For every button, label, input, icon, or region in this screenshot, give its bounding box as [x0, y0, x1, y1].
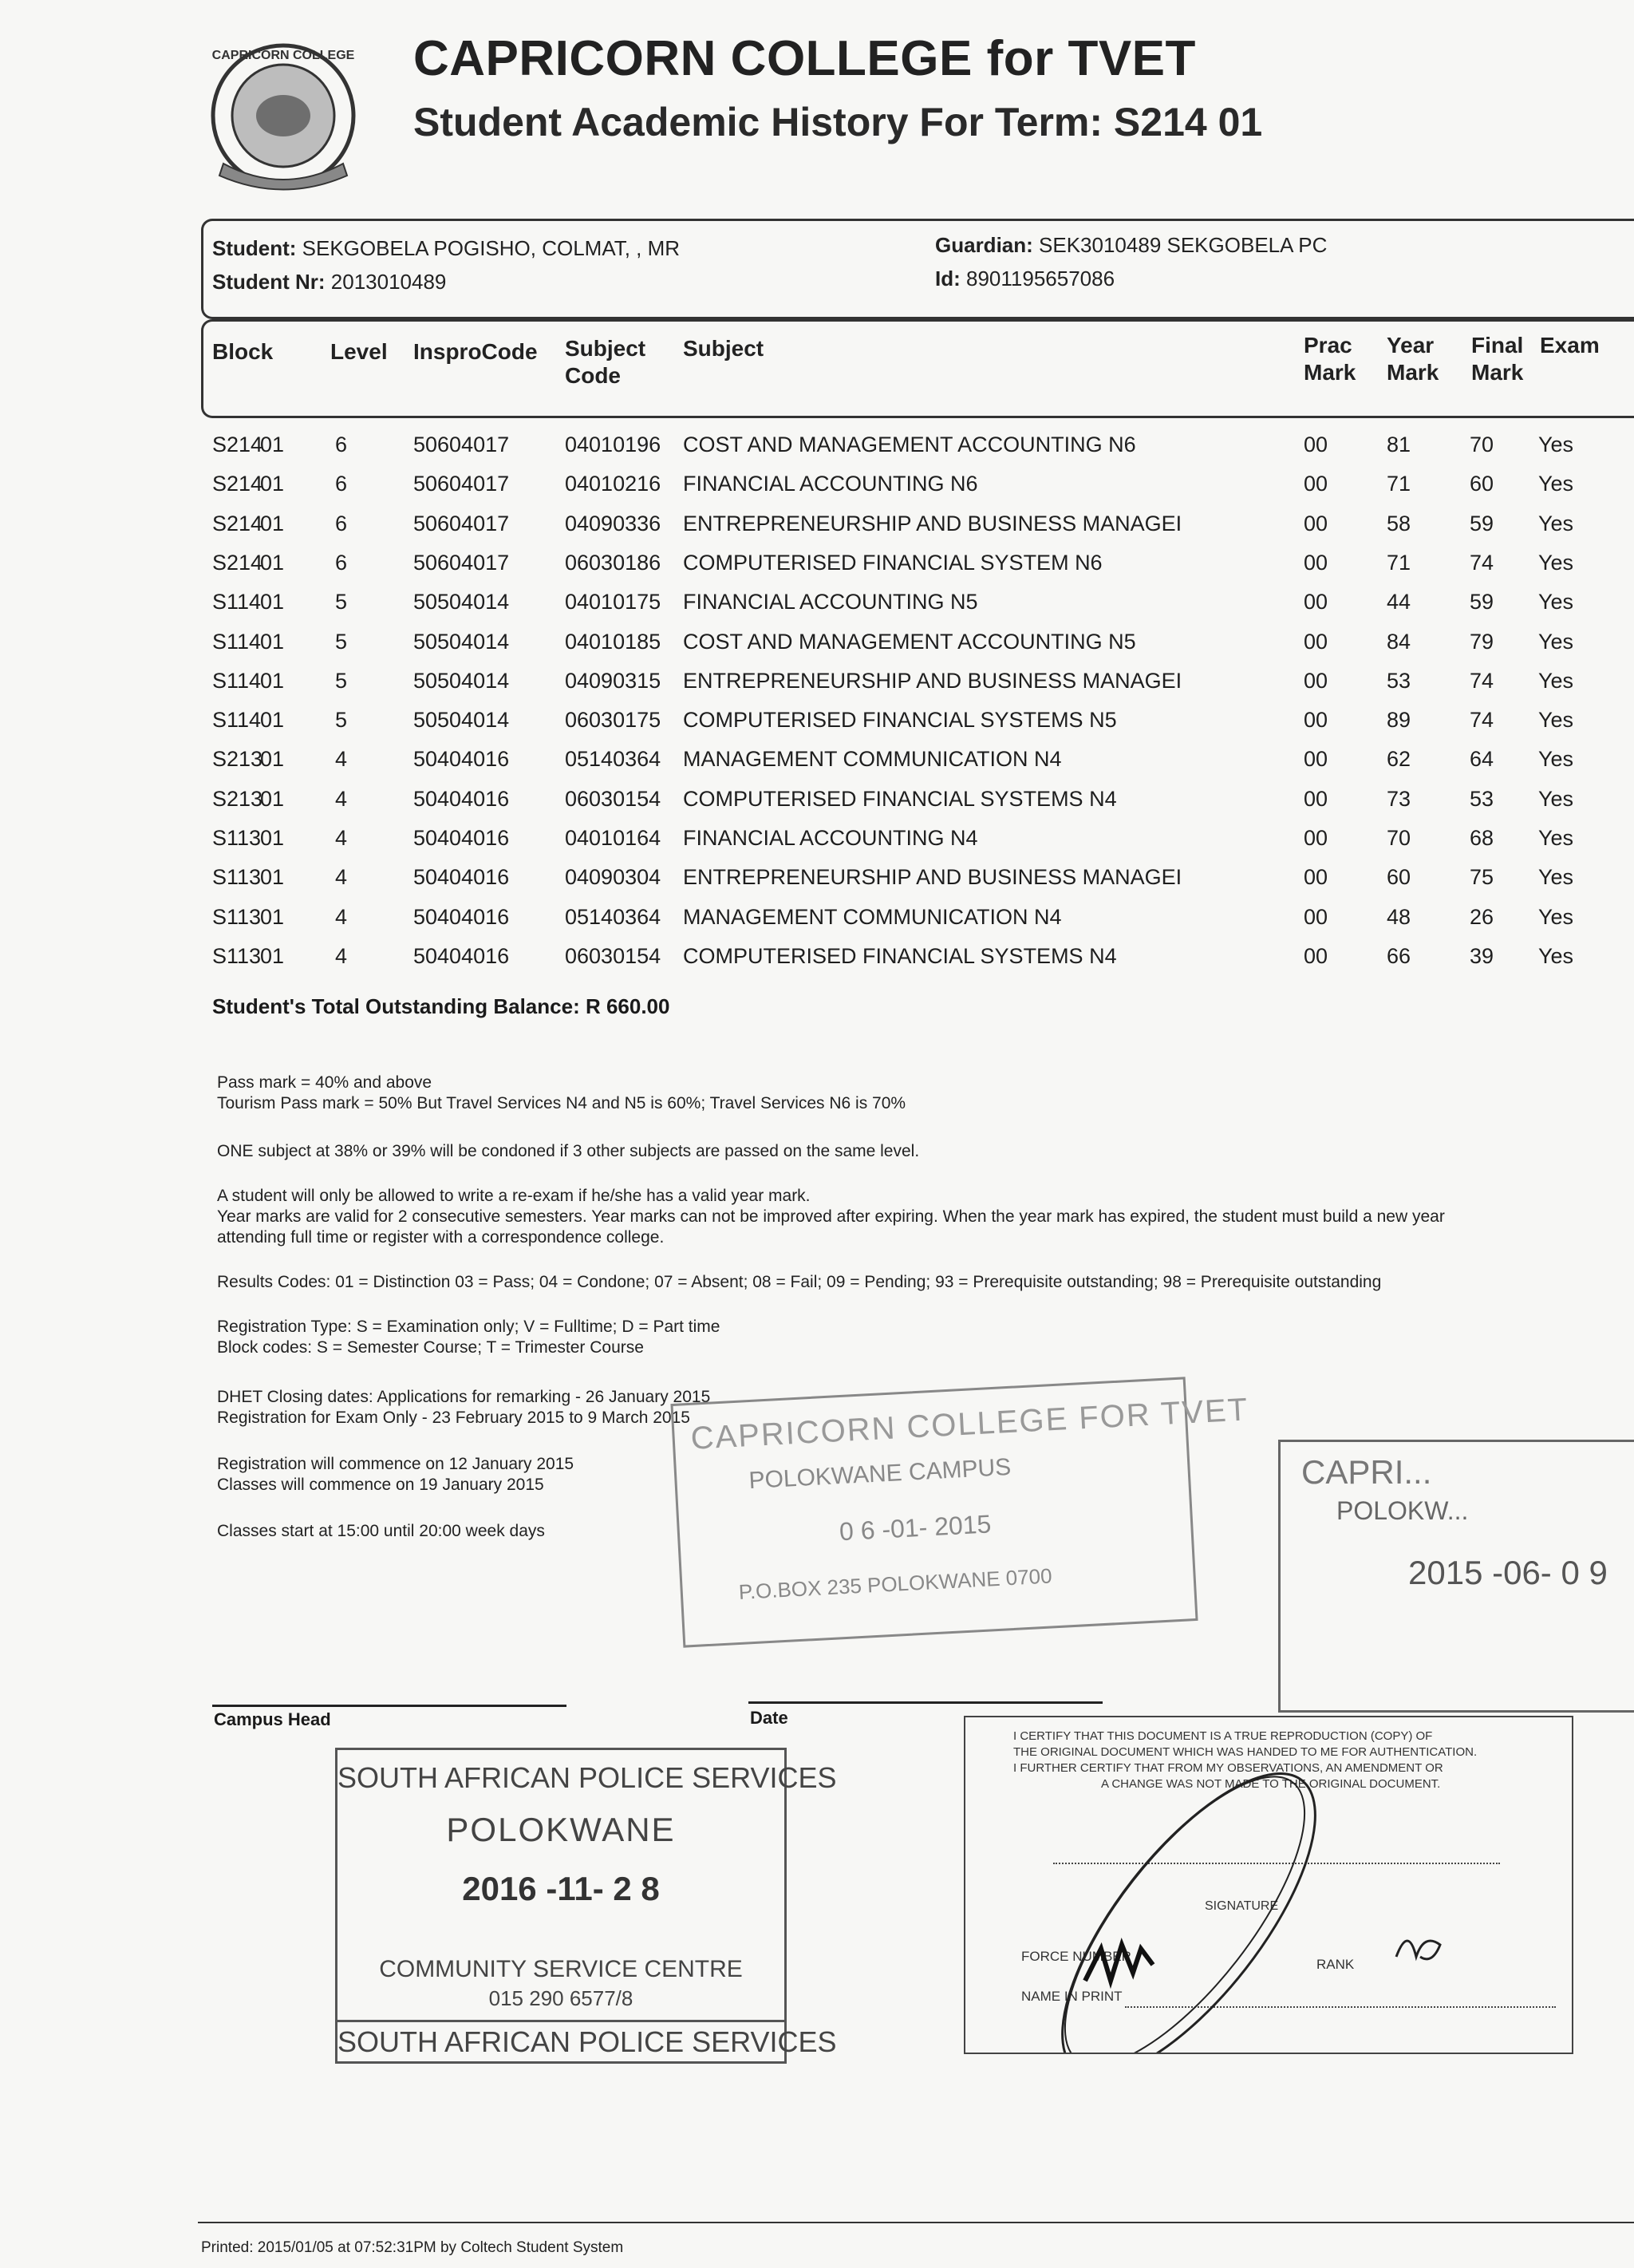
cell-exam: Yes — [1538, 865, 1574, 890]
cell-subject-code: 06030175 — [565, 708, 661, 733]
cell-inprocode: 50404016 — [413, 786, 510, 811]
col-level: Level — [330, 339, 388, 364]
cell-term: 01 — [260, 826, 285, 850]
note-dhet-exam: Registration for Exam Only - 23 February 2015 to 9 March 2015 — [217, 1409, 690, 1427]
cell-subject-code: 05140364 — [565, 904, 661, 929]
note-condone: ONE subject at 38% or 39% will be condoned if 3 other subjects are passed on the same level. — [217, 1142, 920, 1160]
college-stamp-title: CAPRICORN COLLEGE FOR TVET — [689, 1392, 1250, 1456]
cell-inprocode: 50404016 — [413, 943, 510, 968]
cell-level: 4 — [335, 865, 348, 890]
cell-prac-mark: 00 — [1304, 472, 1328, 496]
cell-final-mark: 74 — [1470, 708, 1494, 733]
cell-exam: Yes — [1538, 550, 1574, 575]
page-title: Student Academic History For Term: S214 01 — [413, 100, 1263, 144]
cell-subject: COMPUTERISED FINANCIAL SYSTEMS N5 — [683, 708, 1117, 733]
cell-block: S114 — [212, 668, 262, 693]
certify-line-4: A CHANGE WAS NOT MADE TO THE ORIGINAL DOCUMENT. — [1101, 1777, 1441, 1791]
college-stamp-date: 0 6 -01- 2015 — [839, 1509, 993, 1547]
cell-subject: FINANCIAL ACCOUNTING N5 — [683, 590, 978, 614]
cell-block: S214 — [212, 433, 263, 456]
note-registration-commence: Registration will commence on 12 January 2015 — [217, 1455, 574, 1473]
cell-block: S214 — [212, 472, 263, 496]
cell-term: 01 — [260, 433, 285, 456]
table-row — [0, 472, 1634, 504]
cell-block: S214 — [212, 511, 263, 535]
cell-subject: ENTREPRENEURSHIP AND BUSINESS MANAGEI — [683, 668, 1182, 693]
cell-level: 4 — [335, 943, 348, 968]
cell-block: S113 — [212, 826, 262, 850]
cell-inprocode: 50504014 — [413, 590, 510, 614]
cell-year-mark: 60 — [1387, 865, 1411, 890]
cell-subject: FINANCIAL ACCOUNTING N4 — [683, 826, 978, 850]
cell-inprocode: 50504014 — [413, 629, 510, 654]
cell-year-mark: 81 — [1387, 433, 1411, 456]
cell-exam: Yes — [1538, 786, 1574, 811]
cell-final-mark: 59 — [1470, 590, 1494, 614]
cell-inprocode: 50604017 — [413, 550, 510, 575]
note-reexam: A student will only be allowed to write a re-exam if he/she has a valid year mark. — [217, 1187, 811, 1205]
table-row — [0, 590, 1634, 622]
cell-year-mark: 58 — [1387, 511, 1411, 535]
table-row — [0, 551, 1634, 583]
table-row — [0, 944, 1634, 976]
cell-final-mark: 75 — [1470, 865, 1494, 890]
college-stamp-campus: POLOKWANE CAMPUS — [748, 1453, 1012, 1495]
police-stamp-bottom: SOUTH AFRICAN POLICE SERVICES — [337, 2020, 784, 2059]
right-stamp-campus: POLOKW... — [1336, 1496, 1469, 1525]
table-row — [0, 747, 1634, 779]
cell-inprocode: 50404016 — [413, 904, 510, 929]
cell-term: 01 — [260, 511, 285, 535]
table-row — [0, 512, 1634, 543]
outstanding-balance: Student's Total Outstanding Balance: R 660.00 — [212, 994, 670, 1018]
cell-prac-mark: 00 — [1304, 550, 1328, 575]
cell-level: 5 — [335, 668, 348, 693]
note-classes-time: Classes start at 15:00 until 20:00 week days — [217, 1522, 545, 1540]
cell-year-mark: 53 — [1387, 668, 1411, 693]
certify-force-number-label: FORCE NUMBER — [1021, 1949, 1131, 1964]
cell-inprocode: 50504014 — [413, 708, 510, 733]
cell-subject-code: 04010216 — [565, 472, 661, 496]
cell-exam: Yes — [1538, 590, 1574, 614]
cell-subject: MANAGEMENT COMMUNICATION N4 — [683, 904, 1062, 929]
cell-prac-mark: 00 — [1304, 590, 1328, 614]
cell-prac-mark: 00 — [1304, 943, 1328, 968]
cell-level: 6 — [335, 511, 348, 535]
student-info-box — [201, 219, 1634, 319]
certify-signature-label: SIGNATURE — [1205, 1899, 1279, 1913]
note-block-codes: Block codes: S = Semester Course; T = Trimester Course — [217, 1338, 644, 1357]
cell-block: S114 — [212, 708, 262, 733]
date-label: Date — [750, 1708, 788, 1728]
college-stamp-address: P.O.BOX 235 POLOKWANE 0700 — [738, 1563, 1053, 1604]
cell-prac-mark: 00 — [1304, 826, 1328, 850]
table-row — [0, 826, 1634, 858]
id-row — [935, 267, 1115, 291]
cell-subject: COST AND MANAGEMENT ACCOUNTING N6 — [683, 433, 1136, 456]
note-correspondence: attending full time or register with a correspondence college. — [217, 1228, 665, 1247]
col-subject: Subject — [683, 336, 764, 361]
cell-final-mark: 64 — [1470, 747, 1494, 772]
cell-prac-mark: 00 — [1304, 904, 1328, 929]
cell-level: 5 — [335, 708, 348, 733]
cell-final-mark: 70 — [1470, 433, 1494, 456]
cell-block: S114 — [212, 590, 262, 614]
col-year-mark: Year Mark — [1387, 333, 1439, 385]
student-name: SEKGOBELA POGISHO, COLMAT, , MR — [302, 236, 681, 260]
cell-block: S113 — [212, 943, 262, 968]
cell-year-mark: 62 — [1387, 747, 1411, 772]
certify-line-1: I CERTIFY THAT THIS DOCUMENT IS A TRUE REPRODUCTION (COPY) OF — [1013, 1729, 1433, 1743]
cell-year-mark: 44 — [1387, 590, 1411, 614]
table-row — [0, 787, 1634, 819]
right-stamp-date: 2015 -06- 0 9 — [1408, 1554, 1608, 1591]
table-row — [0, 708, 1634, 740]
cell-subject: COMPUTERISED FINANCIAL SYSTEMS N4 — [683, 786, 1117, 811]
note-dhet-remark: DHET Closing dates: Applications for remarking - 26 January 2015 — [217, 1388, 711, 1406]
cell-inprocode: 50604017 — [413, 472, 510, 496]
id-value: 8901195657086 — [966, 267, 1115, 290]
col-exam: Exam — [1540, 333, 1600, 358]
cell-prac-mark: 00 — [1304, 668, 1328, 693]
cell-subject: COST AND MANAGEMENT ACCOUNTING N5 — [683, 629, 1136, 654]
cell-exam: Yes — [1538, 629, 1574, 654]
cell-term: 01 — [260, 747, 285, 772]
certify-line-2: THE ORIGINAL DOCUMENT WHICH WAS HANDED TO ME FOR AUTHENTICATION. — [1013, 1745, 1478, 1759]
cell-inprocode: 50404016 — [413, 747, 510, 772]
campus-head-signature-line — [212, 1705, 566, 1707]
note-registration-type: Registration Type: S = Examination only; V = Fulltime; D = Part time — [217, 1318, 720, 1336]
cell-year-mark: 70 — [1387, 826, 1411, 850]
cell-prac-mark: 00 — [1304, 747, 1328, 772]
cell-exam: Yes — [1538, 826, 1574, 850]
college-stamp-right — [1278, 1440, 1634, 1713]
cell-level: 4 — [335, 826, 348, 850]
cell-block: S213 — [212, 786, 263, 811]
police-stamp-date: 2016 -11- 2 8 — [462, 1870, 660, 1907]
cell-term: 01 — [260, 943, 285, 968]
student-nr-label: Student Nr: — [212, 270, 326, 294]
cell-final-mark: 79 — [1470, 629, 1494, 654]
college-stamp — [670, 1377, 1250, 1647]
footer-rule — [198, 2222, 1634, 2223]
table-row — [0, 630, 1634, 662]
cell-subject-code: 04010175 — [565, 590, 661, 614]
cell-year-mark: 71 — [1387, 472, 1411, 496]
cell-subject: COMPUTERISED FINANCIAL SYSTEM N6 — [683, 550, 1103, 575]
cell-exam: Yes — [1538, 747, 1574, 772]
date-signature-line — [748, 1701, 1103, 1704]
cell-exam: Yes — [1538, 943, 1574, 968]
cell-block: S214 — [212, 550, 263, 575]
note-pass-mark: Pass mark = 40% and above — [217, 1073, 432, 1092]
cell-term: 01 — [260, 865, 285, 890]
col-prac-mark: Prac Mark — [1304, 333, 1356, 385]
cell-subject-code: 04010196 — [565, 433, 661, 456]
right-stamp-title: CAPRI... — [1301, 1453, 1432, 1491]
cell-block: S113 — [212, 865, 262, 890]
cell-subject: FINANCIAL ACCOUNTING N6 — [683, 472, 978, 496]
svg-text:CAPRICORN COLLEGE: CAPRICORN COLLEGE — [211, 49, 355, 62]
cell-year-mark: 48 — [1387, 904, 1411, 929]
col-final-mark: Final Mark — [1471, 333, 1524, 385]
cell-level: 6 — [335, 472, 348, 496]
student-nr-row — [212, 270, 446, 294]
cell-final-mark: 68 — [1470, 826, 1494, 850]
cell-final-mark: 60 — [1470, 472, 1494, 496]
cell-term: 01 — [260, 786, 285, 811]
id-label: Id: — [935, 267, 961, 290]
cell-term: 01 — [260, 904, 285, 929]
cell-subject: COMPUTERISED FINANCIAL SYSTEMS N4 — [683, 943, 1117, 968]
cell-exam: Yes — [1538, 433, 1574, 456]
cell-term: 01 — [260, 472, 285, 496]
handwritten-signature — [965, 1717, 1572, 2053]
police-stamp-csc: COMMUNITY SERVICE CENTRE — [379, 1956, 743, 1982]
cell-final-mark: 53 — [1470, 786, 1494, 811]
note-tourism-pass: Tourism Pass mark = 50% But Travel Services N4 and N5 is 60%; Travel Services N6 is 70% — [217, 1094, 906, 1112]
cell-level: 4 — [335, 747, 348, 772]
table-row — [0, 865, 1634, 897]
cell-exam: Yes — [1538, 708, 1574, 733]
cell-prac-mark: 00 — [1304, 865, 1328, 890]
table-row — [0, 669, 1634, 701]
cell-block: S114 — [212, 629, 262, 654]
college-title: CAPRICORN COLLEGE for TVET — [413, 31, 1196, 86]
cell-year-mark: 84 — [1387, 629, 1411, 654]
cell-subject-code: 04010185 — [565, 629, 661, 654]
cell-exam: Yes — [1538, 668, 1574, 693]
cell-prac-mark: 00 — [1304, 433, 1328, 456]
certify-rank-label: RANK — [1316, 1957, 1355, 1972]
cell-level: 5 — [335, 629, 348, 654]
col-subject-code: Subject Code — [565, 336, 646, 388]
cell-level: 4 — [335, 904, 348, 929]
cell-prac-mark: 00 — [1304, 629, 1328, 654]
cell-subject-code: 05140364 — [565, 747, 661, 772]
cell-subject-code: 06030186 — [565, 550, 661, 575]
cell-subject-code: 06030154 — [565, 943, 661, 968]
cell-subject-code: 04090315 — [565, 668, 661, 693]
cell-subject-code: 04010164 — [565, 826, 661, 850]
col-inprocode: InsproCode — [413, 339, 538, 364]
student-name-label: Student: — [212, 236, 297, 260]
cell-term: 01 — [260, 708, 285, 733]
certify-name-label: NAME IN PRINT — [1021, 1989, 1123, 2004]
cell-prac-mark: 00 — [1304, 786, 1328, 811]
cell-term: 01 — [260, 668, 285, 693]
student-nr: 2013010489 — [330, 270, 447, 294]
cell-subject: ENTREPRENEURSHIP AND BUSINESS MANAGEI — [683, 865, 1182, 890]
cell-final-mark: 26 — [1470, 904, 1494, 929]
student-name-row — [212, 236, 680, 261]
cell-inprocode: 50504014 — [413, 668, 510, 693]
cell-inprocode: 50604017 — [413, 511, 510, 535]
col-block: Block — [212, 339, 274, 364]
note-result-codes: Results Codes: 01 = Distinction 03 = Pass; 04 = Condone; 07 = Absent; 08 = Fail; 09 = Pending; 93 = Prerequisite outstanding; 98 = Prerequisite outstanding — [217, 1273, 1382, 1291]
cell-level: 5 — [335, 590, 348, 614]
police-stamp-phone: 015 290 6577/8 — [488, 1986, 633, 2010]
guardian-value: SEK3010489 SEKGOBELA PC — [1039, 233, 1328, 257]
police-stamp — [335, 1748, 837, 2064]
cell-exam: Yes — [1538, 511, 1574, 535]
guardian-row — [935, 233, 1327, 258]
cell-year-mark: 71 — [1387, 550, 1411, 575]
cell-subject: ENTREPRENEURSHIP AND BUSINESS MANAGEI — [683, 511, 1182, 535]
campus-head-label: Campus Head — [214, 1709, 331, 1729]
cell-inprocode: 50604017 — [413, 433, 510, 456]
cell-exam: Yes — [1538, 904, 1574, 929]
cell-inprocode: 50404016 — [413, 826, 510, 850]
note-classes-commence: Classes will commence on 19 January 2015 — [217, 1476, 544, 1494]
cell-subject-code: 04090304 — [565, 865, 661, 890]
certification-stamp — [964, 1716, 1573, 2054]
cell-year-mark: 89 — [1387, 708, 1411, 733]
college-logo — [199, 32, 367, 200]
cell-level: 6 — [335, 433, 348, 456]
cell-year-mark: 73 — [1387, 786, 1411, 811]
cell-subject-code: 06030154 — [565, 786, 661, 811]
table-row — [0, 433, 1634, 464]
cell-block: S113 — [212, 904, 262, 929]
cell-final-mark: 59 — [1470, 511, 1494, 535]
cell-final-mark: 74 — [1470, 550, 1494, 575]
cell-prac-mark: 00 — [1304, 708, 1328, 733]
cell-year-mark: 66 — [1387, 943, 1411, 968]
cell-term: 01 — [260, 590, 285, 614]
guardian-label: Guardian: — [935, 233, 1033, 257]
cell-subject: MANAGEMENT COMMUNICATION N4 — [683, 747, 1062, 772]
cell-term: 01 — [260, 629, 285, 654]
note-year-marks: Year marks are valid for 2 consecutive semesters. Year marks can not be improved after expiring. When the year mark has expired, the student must build a new year — [217, 1207, 1445, 1226]
cell-prac-mark: 00 — [1304, 511, 1328, 535]
cell-level: 6 — [335, 550, 348, 575]
cell-block: S213 — [212, 747, 263, 772]
cell-subject-code: 04090336 — [565, 511, 661, 535]
certify-line-3: I FURTHER CERTIFY THAT FROM MY OBSERVATIONS, AN AMENDMENT OR — [1013, 1761, 1443, 1775]
cell-exam: Yes — [1538, 472, 1574, 496]
cell-term: 01 — [260, 550, 285, 575]
police-stamp-title: SOUTH AFRICAN POLICE SERVICES — [337, 1761, 837, 1794]
cell-level: 4 — [335, 786, 348, 811]
cell-inprocode: 50404016 — [413, 865, 510, 890]
printed-footer: Printed: 2015/01/05 at 07:52:31PM by Coltech Student System — [201, 2239, 624, 2256]
police-stamp-city: POLOKWANE — [446, 1811, 676, 1848]
cell-final-mark: 39 — [1470, 943, 1494, 968]
cell-final-mark: 74 — [1470, 668, 1494, 693]
table-row — [0, 905, 1634, 937]
